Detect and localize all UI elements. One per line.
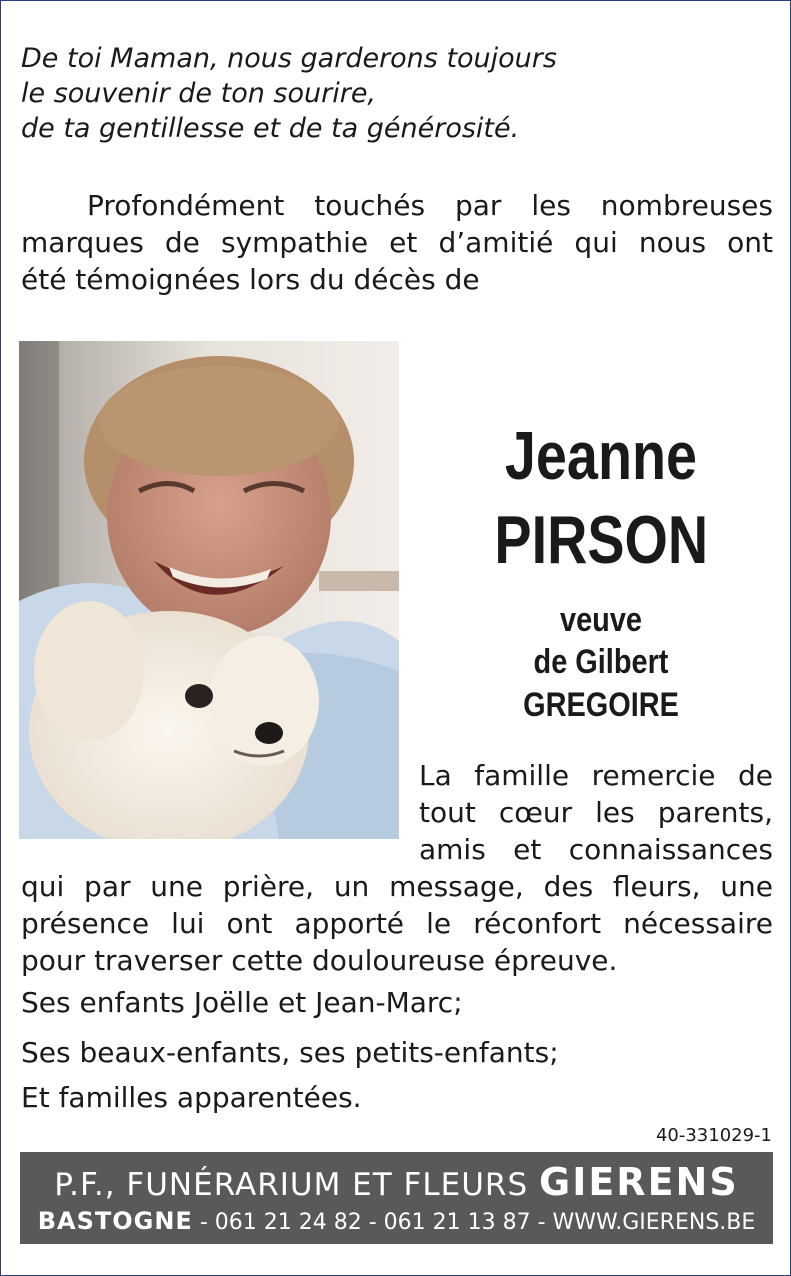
funeral-home-banner xyxy=(20,1152,773,1244)
portrait-photo xyxy=(19,341,399,839)
thanks-line: qui par une prière, un message, des fleurs, une xyxy=(21,870,773,903)
thanks-line: pour traverser cette douloureuse épreuve. xyxy=(21,944,618,977)
intro-line: été témoignées lors du décès de xyxy=(21,263,480,296)
ad-reference-number: 40-331029-1 xyxy=(655,1125,772,1146)
thanks-line: présence lui ont apporté le réconfort nécessaire xyxy=(21,907,773,940)
family-line: Ses enfants Joëlle et Jean-Marc; xyxy=(21,986,463,1019)
thanks-line: tout cœur les parents, xyxy=(419,796,773,829)
funeral-home-name xyxy=(20,1162,773,1205)
quote-line: de ta gentillesse et de ta générosité. xyxy=(21,113,520,144)
funeral-home-phones-website: - 061 21 24 82 - 061 21 13 87 - WWW.GIERENS.BE xyxy=(192,1210,756,1235)
memorial-quote xyxy=(21,41,741,146)
thanks-paragraph-full xyxy=(21,868,773,979)
deceased-first-name: Jeanne xyxy=(504,418,698,494)
widow-line: GREGOIRE xyxy=(523,686,679,724)
quote-line: le souvenir de ton sourire, xyxy=(21,78,377,109)
family-line: Et familles apparentées. xyxy=(21,1081,362,1114)
thanks-line: amis et connaissances xyxy=(419,833,773,866)
intro-line: marques de sympathie et d’amitié qui nous ont xyxy=(21,226,773,259)
funeral-home-contact xyxy=(20,1206,773,1238)
funeral-home-prefix: P.F., FUNÉRARIUM ET FLEURS xyxy=(54,1167,529,1203)
funeral-home-city: BASTOGNE xyxy=(37,1207,193,1235)
widow-line: de Gilbert xyxy=(533,643,669,681)
thanks-line: La famille remercie de xyxy=(419,759,773,792)
deceased-last-name: PIRSON xyxy=(494,502,709,578)
funeral-home-brand: GIERENS xyxy=(539,1160,739,1204)
intro-line: Profondément touchés par les nombreuses xyxy=(87,189,773,222)
intro-paragraph xyxy=(21,187,773,298)
thanks-paragraph-side xyxy=(419,757,773,868)
widow-line: veuve xyxy=(560,601,642,639)
quote-line: De toi Maman, nous garderons toujours xyxy=(21,43,557,74)
family-line: Ses beaux-enfants, ses petits-enfants; xyxy=(21,1036,559,1069)
